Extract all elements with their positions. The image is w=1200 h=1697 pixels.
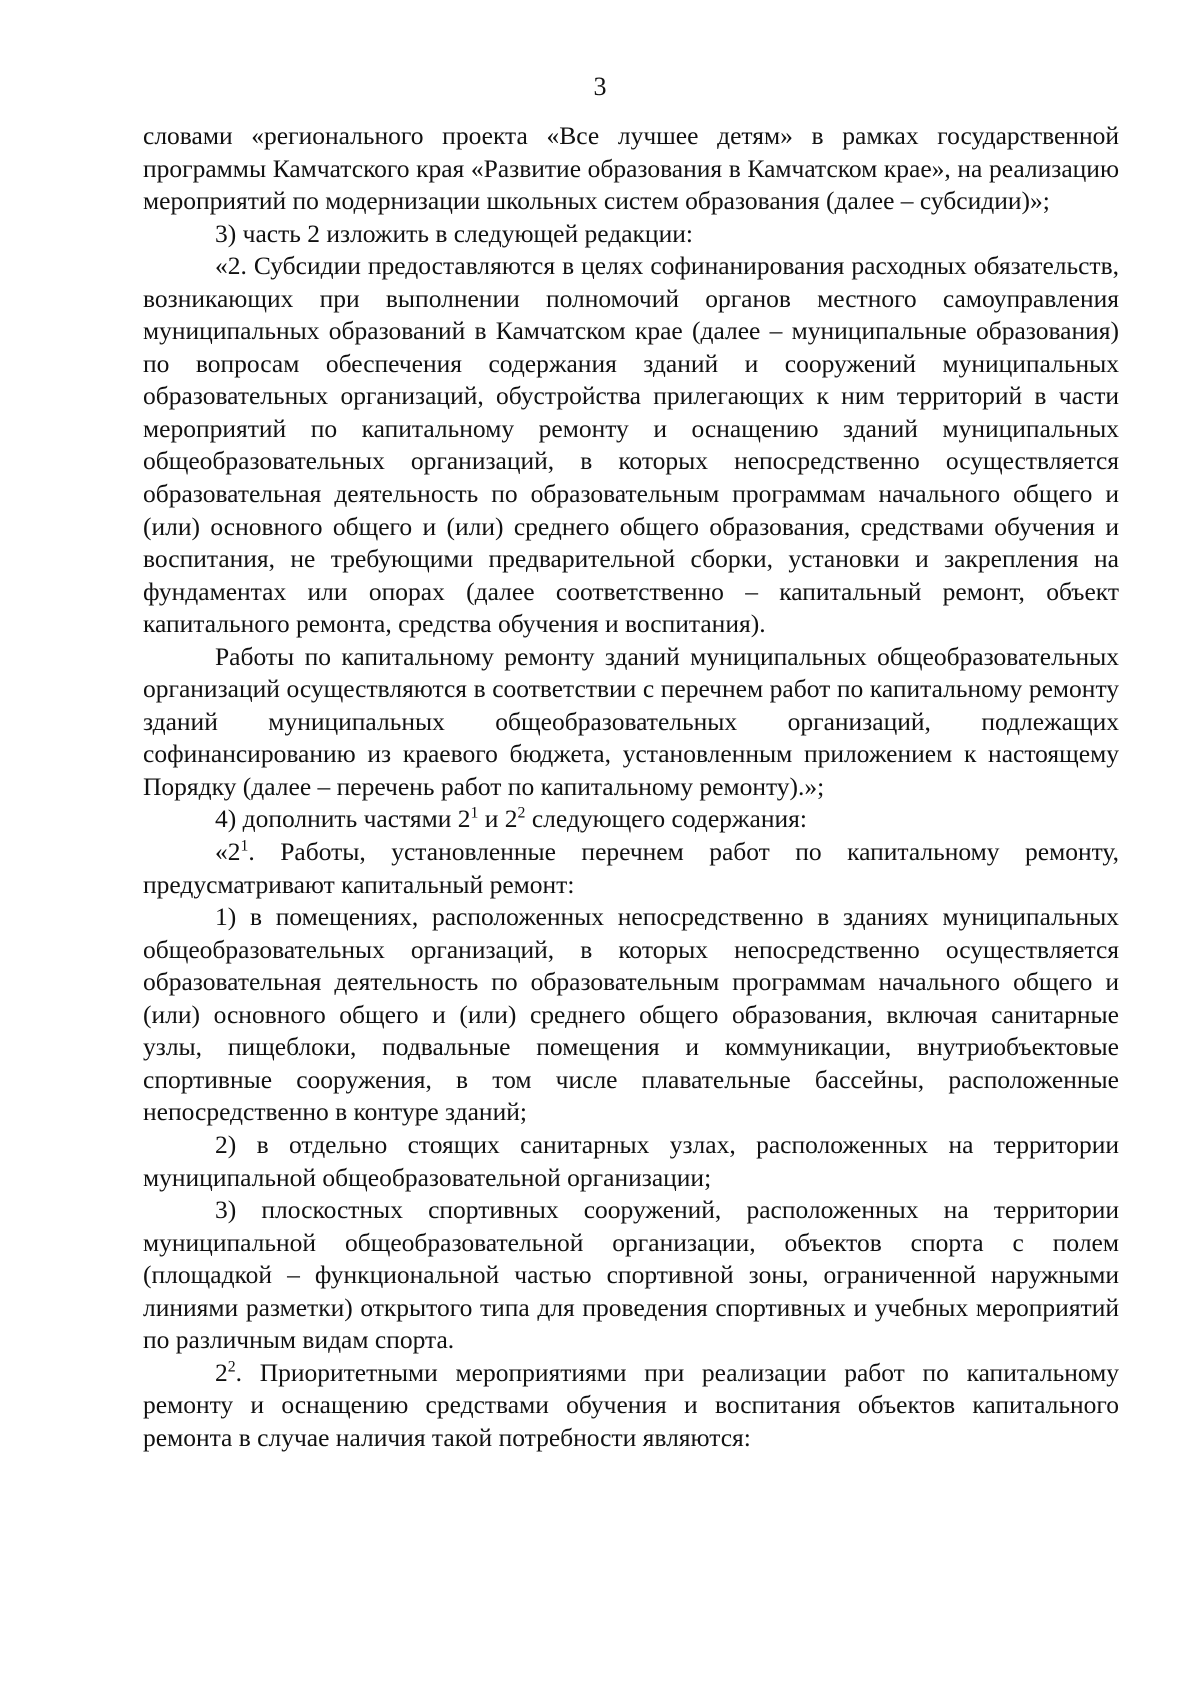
superscript-2: 2 xyxy=(227,1358,236,1376)
paragraph-item-3: 3) часть 2 изложить в следующей редакции: xyxy=(215,218,693,248)
paragraph-item-4 xyxy=(143,803,1119,836)
superscript-1: 1 xyxy=(470,805,479,822)
part-2-1-number: «2 xyxy=(215,837,241,867)
paragraph-part-2: «2. Субсидии предоставляются в целях софинанирования расходных обязательств, возникающих при выполнении полномочий органов местного самоуправления муниципальных образований в Камчатском крае (далее – муниципальные образования) по вопросам обеспечения содержания зданий и сооружений муниципальных образовательных организаций, обустройства прилегающих к ним территорий в части мероприятий по капитальному ремонту и оснащению зданий муниципальных общеобразовательных организаций, в которых непосредственно осуществляется образовательная деятельность по образовательным программам начального общего и (или) основного общего и (или) среднего общего образования, средствами обучения и воспитания, не требующими предварительной сборки, установки и закрепления на фундаментах или опорах (далее соответственно – капитальный ремонт, объект капитального ремонта, средства обучения и воспитания). xyxy=(143,251,1119,639)
superscript-1: 1 xyxy=(240,837,249,855)
paragraph-part-2-2 xyxy=(143,1357,1119,1455)
superscript-2: 2 xyxy=(517,805,526,822)
page-number: 3 xyxy=(593,72,607,101)
paragraph-continuation: словами «регионального проекта «Все лучшее детям» в рамках государственной программы Камчатского края «Развитие образования в Камчатском крае», на реализацию мероприятий по модернизации школьных систем образования (далее – субсидии)»; xyxy=(143,121,1119,216)
paragraph-subitem-3: 3) плоскостных спортивных сооружений, расположенных на территории муниципальной общеобразовательной организации, объектов спорта с полем (площадкой – функциональной частью спортивной зоны, ограниченной наружными линиями разметки) открытого типа для проведения спортивных и учебных мероприятий по различным видам спорта. xyxy=(143,1195,1119,1355)
item-4-text-a: 4) дополнить частями 2 xyxy=(215,804,471,834)
paragraph-subitem-2: 2) в отдельно стоящих санитарных узлах, расположенных на территории муниципальной общеобразовательной организации; xyxy=(143,1129,1119,1192)
paragraph-subitem-1: 1) в помещениях, расположенных непосредственно в зданиях муниципальных общеобразовательных организаций, в которых непосредственно осуществляется образовательная деятельность по образовательным программам начального общего и (или) основного общего и (или) среднего общего образования, включая санитарные узлы, пищеблоки, подвальные помещения и коммуникации, внутриобъектовые спортивные сооружения, в том числе плавательные бассейны, расположенные непосредственно в контуре зданий; xyxy=(143,902,1119,1127)
item-4-text-b: и 2 xyxy=(478,804,518,834)
paragraph-works-list: Работы по капитальному ремонту зданий муниципальных общеобразовательных организаций осуществляются в соответствии с перечнем работ по капитальному ремонту зданий муниципальных общеобразовательных организаций, подлежащих софинансированию из краевого бюджета, установленным приложением к настоящему Порядку (далее – перечень работ по капитальному ремонту).»; xyxy=(143,641,1119,801)
part-2-1-text: . Работы, установленные перечнем работ по капитальному ремонту, предусматривают капитальный ремонт: xyxy=(143,837,1119,899)
item-4-text-c: следующего содержания: xyxy=(525,804,807,834)
part-2-2-text: . Приоритетными мероприятиями при реализации работ по капитальному ремонту и оснащению средствами обучения и воспитания объектов капитального ремонта в случае наличия такой потребности являются: xyxy=(143,1357,1119,1452)
document-body xyxy=(143,120,1119,1454)
part-2-2-number: 2 xyxy=(215,1357,228,1387)
paragraph-part-2-1 xyxy=(143,836,1119,901)
